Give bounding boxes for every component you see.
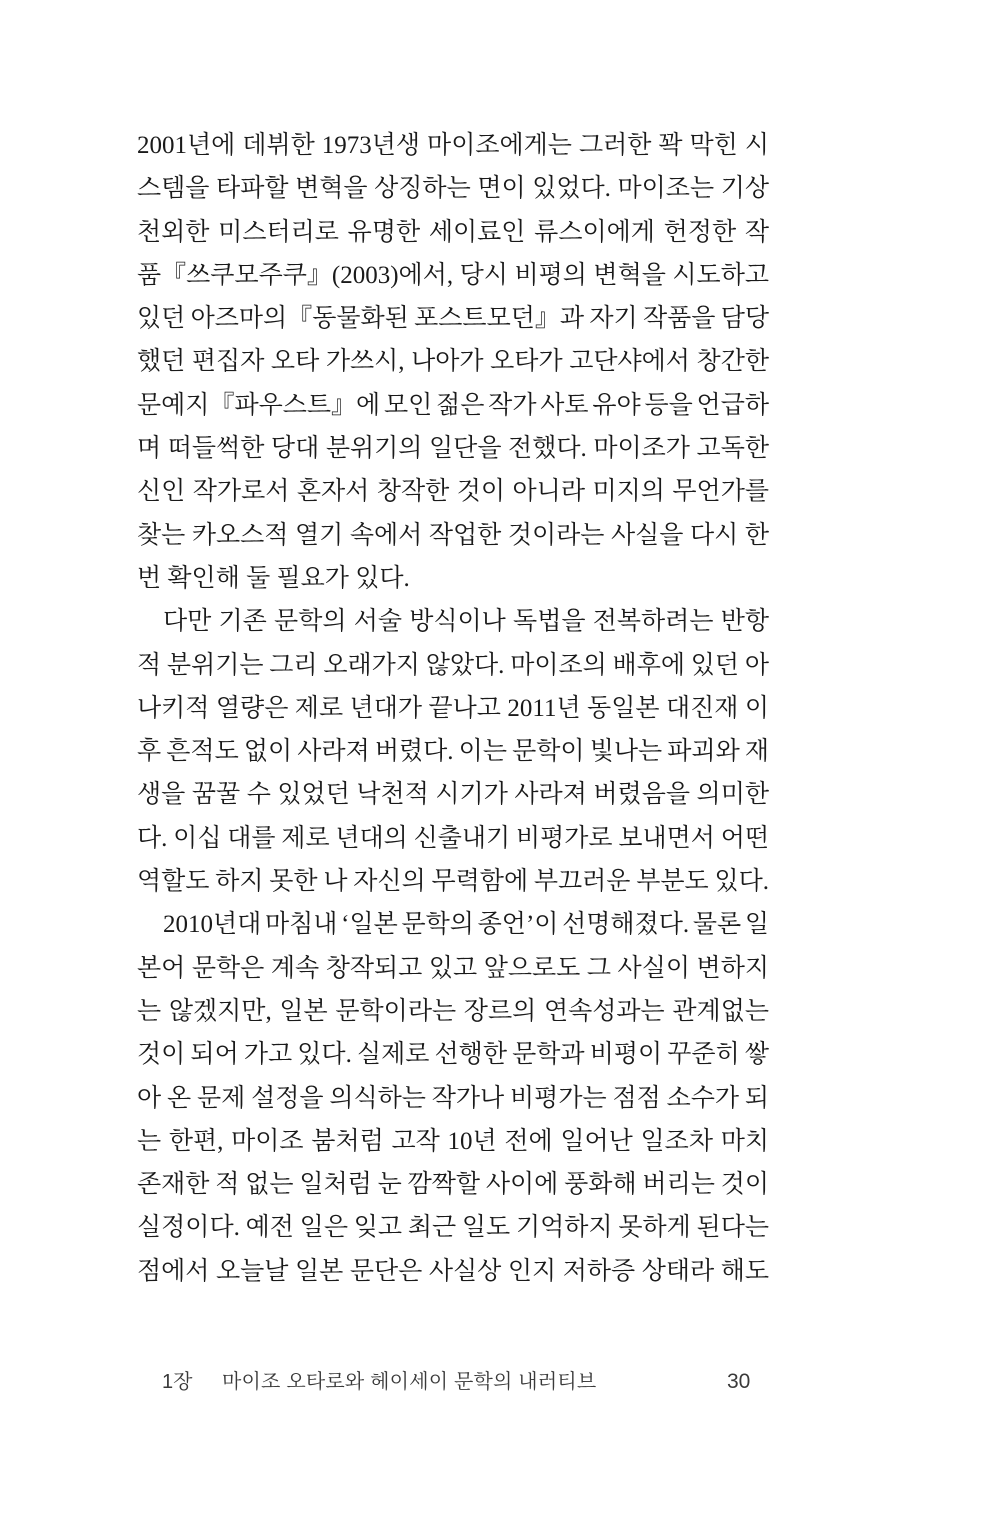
text-line-text: 문예지『파우스트』에 모인 젊은 작가 사토 유야 등을 언급하 <box>137 391 769 419</box>
text-line-text: 2010년대 마침내 ‘일본 문학의 종언’이 선명해졌다. 물론 일 <box>163 911 769 939</box>
text-line <box>137 427 769 470</box>
text-line-text: 존재한 적 없는 일처럼 눈 깜짝할 사이에 풍화해 버리는 것이 <box>137 1171 769 1199</box>
text-line <box>137 1163 769 1206</box>
text-line <box>137 903 769 946</box>
text-line-text: 했던 편집자 오타 가쓰시, 나아가 오타가 고단샤에서 창간한 <box>137 348 769 376</box>
text-line <box>137 687 769 730</box>
text-line-text: 스템을 타파할 변혁을 상징하는 면이 있었다. 마이조는 기상 <box>137 175 769 203</box>
text-line <box>137 817 769 860</box>
text-line-text: 생을 꿈꿀 수 있었던 낙천적 시기가 사라져 버렸음을 의미한 <box>137 781 769 809</box>
footer-chapter-label: 1장 <box>162 1371 193 1393</box>
text-line-text: 아 온 문제 설정을 의식하는 작가나 비평가는 점점 소수가 되 <box>137 1084 769 1112</box>
text-line <box>137 1250 769 1293</box>
text-line-text: 것이 되어 가고 있다. 실제로 선행한 문학과 비평이 꾸준히 쌓 <box>137 1041 769 1069</box>
text-line <box>137 1120 769 1163</box>
text-line <box>137 124 769 167</box>
text-line <box>137 384 769 427</box>
text-line <box>137 340 769 383</box>
text-line-text: 역할도 하지 못한 나 자신의 무력함에 부끄러운 부분도 있다. <box>137 868 769 896</box>
text-line <box>137 600 769 643</box>
text-line <box>137 211 769 254</box>
text-line-text: 번 확인해 둘 필요가 있다. <box>137 564 410 592</box>
text-line-text: 찾는 카오스적 열기 속에서 작업한 것이라는 사실을 다시 한 <box>137 521 769 549</box>
text-line-text: 2001년에 데뷔한 1973년생 마이조에게는 그러한 꽉 막힌 시 <box>137 132 769 159</box>
text-line-text: 있던 아즈마의『동물화된 포스트모던』과 자기 작품을 담당 <box>137 305 769 333</box>
text-line <box>137 947 769 990</box>
text-line-text: 실정이다. 예전 일은 잊고 최근 일도 기억하지 못하게 된다는 <box>137 1214 769 1242</box>
text-line-text: 점에서 오늘날 일본 문단은 사실상 인지 저하증 상태라 해도 <box>137 1257 769 1285</box>
page-footer <box>0 1366 1000 1398</box>
text-line <box>137 1033 769 1076</box>
text-line-text: 다만 기존 문학의 서술 방식이나 독법을 전복하려는 반항 <box>163 608 769 636</box>
text-line-text: 적 분위기는 그리 오래가지 않았다. 마이조의 배후에 있던 아 <box>137 651 769 679</box>
text-line-text: 는 한편, 마이조 붐처럼 고작 10년 전에 일어난 일조차 마치 <box>137 1127 769 1155</box>
text-line-text: 나키적 열량은 제로 년대가 끝나고 2011년 동일본 대진재 이 <box>137 694 769 722</box>
body-text <box>137 124 769 1293</box>
page-number: 30 <box>727 1370 751 1393</box>
text-line <box>137 773 769 816</box>
text-line <box>137 167 769 210</box>
text-line <box>137 1077 769 1120</box>
text-line <box>137 254 769 297</box>
text-line-text: 후 흔적도 없이 사라져 버렸다. 이는 문학이 빛나는 파괴와 재 <box>137 738 769 766</box>
footer-chapter-title: 마이조 오타로와 헤이세이 문학의 내러티브 <box>222 1371 597 1393</box>
text-line <box>137 730 769 773</box>
text-line <box>137 514 769 557</box>
text-line <box>137 644 769 687</box>
text-line-text: 품『쓰쿠모주쿠』(2003)에서, 당시 비평의 변혁을 시도하고 <box>137 261 769 289</box>
text-line <box>137 557 769 600</box>
text-line <box>137 990 769 1033</box>
text-line-text: 신인 작가로서 혼자서 창작한 것이 아니라 미지의 무언가를 <box>137 478 769 506</box>
text-line <box>137 860 769 903</box>
text-line-text: 는 않겠지만, 일본 문학이라는 장르의 연속성과는 관계없는 <box>137 997 769 1025</box>
text-line <box>137 297 769 340</box>
text-line <box>137 470 769 513</box>
text-line-text: 다. 이십 대를 제로 년대의 신출내기 비평가로 보내면서 어떤 <box>137 824 769 852</box>
text-line-text: 천외한 미스터리로 유명한 세이료인 류스이에게 헌정한 작 <box>137 218 769 246</box>
text-line-text: 며 떠들썩한 당대 분위기의 일단을 전했다. 마이조가 고독한 <box>137 435 769 463</box>
text-line <box>137 1206 769 1249</box>
text-line-text: 본어 문학은 계속 창작되고 있고 앞으로도 그 사실이 변하지 <box>137 954 769 982</box>
